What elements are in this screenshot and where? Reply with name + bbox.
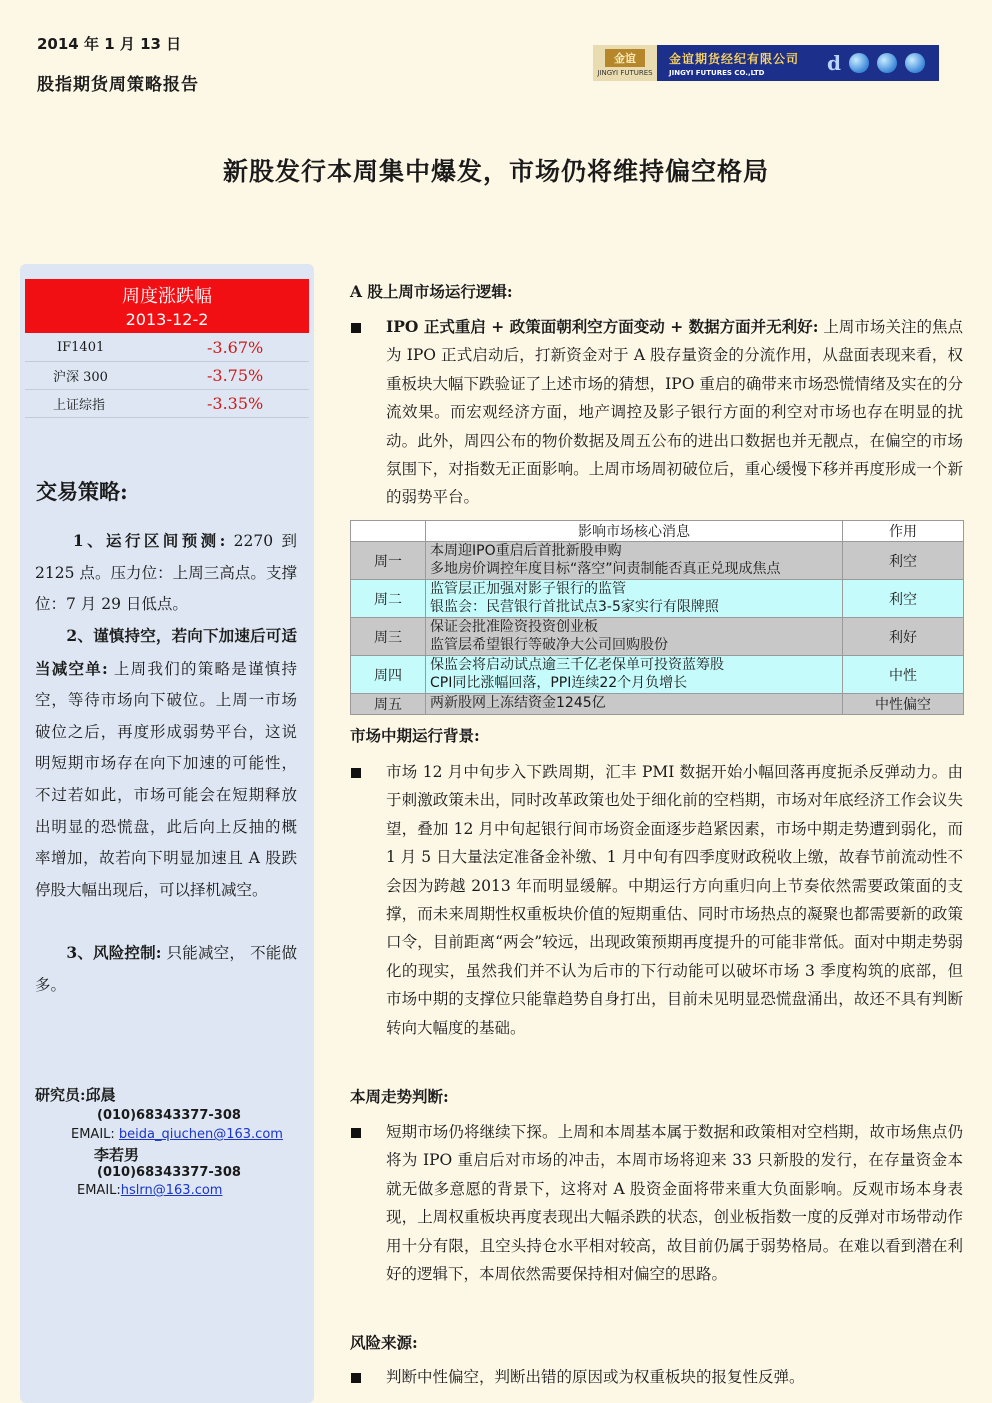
paragraph-text: 上周市场关注的焦点为 IPO 正式启动后，打新资金对于 A 股存量资金的分流作用，从盘面表现来看，权重板块大幅下跌验证了上述市场的猜想，IPO 重启的确带来市场恐慌情绪及实在的分流效果。而宏观经济方面，地产调控及影子银行方面的利空对市场也存在明显的扰动。此外，周四公布的物价数据及周五公布的进出口数据也并无靓点，在偏空的市场氛围下，对指数无正面影响。上周市场周初破位后，重心缓慢下移并再度形成一个新的弱势平台。 [386, 318, 963, 507]
news-line: CPI同比涨幅回落，PPI连续22个月负增长 [430, 674, 688, 691]
table-row [25, 362, 309, 390]
bullet-icon [351, 1373, 361, 1383]
strategy-item-label: 3、风险控制: [66, 943, 162, 962]
researcher-label: 研究员: [35, 1086, 86, 1104]
strategy-item-2 [35, 620, 297, 906]
index-name: IF1401 [57, 340, 105, 355]
researcher-phone: (010)68343377-308 [97, 1165, 241, 1180]
email-label: EMAIL: [77, 1183, 121, 1198]
logo-emblem-icon [593, 45, 657, 81]
weekly-change-header [25, 279, 309, 333]
weekly-change-title: 周度涨跌幅 [122, 286, 212, 307]
table-cell-news [426, 618, 843, 656]
table-cell-day: 周二 [351, 580, 426, 618]
table-cell-news [426, 656, 843, 694]
table-cell-day: 周五 [351, 694, 426, 715]
section-heading: 市场中期运行背景: [350, 726, 480, 745]
bullet-icon [351, 768, 361, 778]
table-header-news: 影响市场核心消息 [426, 521, 843, 542]
logo-company-cn: 金谊期货经纪有限公司 [669, 51, 800, 66]
table-header-row [351, 521, 964, 542]
table-cell-effect: 利好 [843, 618, 964, 656]
table-cell-day: 周四 [351, 656, 426, 694]
table-row [351, 618, 964, 656]
section-paragraph: 短期市场仍将继续下探。上周和本周基本属于数据和政策相对空档期，故市场焦点仍将为 IPO 重启后对市场的冲击，本周市场将迎来 33 只新股的发行，在存量资金本就无做多意愿的背景下，这将对 A 股资金面将带来重大负面影响。反观市场本身表现，上周权重板块再度表现出大幅杀跌的状态，创业板指数一度的反弹对市场带动作用十分有限，且空头持仓水平相对较高，故目前仍属于弱势格局。在难以看到潜在利好的逻辑下，本周依然需要保持相对偏空的思路。 [386, 1123, 963, 1284]
page-title: 新股发行本周集中爆发，市场仍将维持偏空格局 [222, 157, 769, 186]
table-cell-day: 周三 [351, 618, 426, 656]
researcher-email-link[interactable]: beida_qiuchen@163.com [118, 1127, 283, 1142]
news-line: 多地房价调控年度目标“落空”问责制能否真正兑现成焦点 [430, 560, 781, 577]
globe-icon [849, 53, 869, 73]
report-type: 股指期货周策略报告 [37, 75, 199, 95]
strategy-item-3 [35, 937, 297, 1001]
table-row [351, 542, 964, 580]
strategy-item-label: 1、运行区间预测: [72, 531, 226, 550]
globe-icon [905, 53, 925, 73]
table-cell-news [426, 580, 843, 618]
section-paragraph [386, 313, 963, 512]
news-line: 保证会批准险资投资创业板 [430, 619, 598, 635]
news-line: 银监会：民营银行首批试点3-5家实行有限牌照 [430, 598, 719, 615]
index-change: -3.35% [207, 394, 264, 413]
strategy-heading: 交易策略: [36, 479, 128, 504]
section-heading: A 股上周市场运行逻辑: [350, 282, 513, 301]
table-row [351, 656, 964, 694]
strategy-item-text: 上周我们的策略是谨慎持空，等待市场向下破位。上周一市场破位之后，再度形成弱势平台，这说明短期市场存在向下加速的可能性，不过若如此，市场可能会在短期释放出明显的恐慌盘，此后向上反抽的概率增加，故若向下明显加速且 A 股跌停股大幅出现后，可以择机减空。 [35, 659, 297, 899]
index-change: -3.75% [207, 366, 264, 385]
logo-seal: 金谊 [605, 49, 645, 67]
news-line: 监管层希望银行等破净大公司回购股份 [430, 636, 668, 653]
paragraph-lead: IPO 正式重启 + 政策面朝利空方面变动 + 数据方面并无利好: [386, 317, 819, 336]
section-paragraph: 市场 12 月中旬步入下跌周期，汇丰 PMI 数据开始小幅回落再度扼杀反弹动力。由于刺激政策未出，同时改革政策也处于细化前的空档期，市场对年底经济工作会议失望，叠加 12 月中旬起银行间市场资金面逐步趋紧因素，市场中期走势遭到弱化，而 1 月 5 日大量法定准备金补缴、1 月中旬有四季度财政税收上缴，故春节前流动性不会因为跨越 2013 年而明显缓解。中期运行方向重归向上节奏依然需要政策面的支撑，而未来周期性权重板块价值的短期重估、同时市场热点的凝聚也都需要新的政策口令，目前距离“两会”较远，出现政策预期再度提升的可能非常低。面对中期走势弱化的现实，虽然我们并不认为后市的下行动能可以破坏市场 3 季度构筑的底部，但市场中期的支撑位只能靠趋势自身打出，目前未见明显恐慌盘涌出，故还不具有判断转向大幅度的基础。 [386, 763, 963, 1037]
section-heading: 本周走势判断: [350, 1087, 449, 1106]
index-name: 沪深 300 [53, 370, 108, 385]
weekly-change-table [25, 334, 309, 418]
table-row [25, 334, 309, 362]
table-cell-effect: 利空 [843, 580, 964, 618]
bullet-icon [351, 1128, 361, 1138]
strategy-item-text: 只能减空， 不能做多。 [35, 944, 297, 994]
weekly-change-date: 2013-12-2 [125, 310, 209, 329]
strategy-item-text: 2270 到 2125 点。压力位：上周三高点。支撑位：7 月 29 日低点。 [35, 532, 297, 614]
table-cell-news: 两新股网上冻结资金1245亿 [426, 694, 843, 715]
news-line: 保监会将启动试点逾三千亿老保单可投资蓝筹股 [430, 657, 724, 673]
bullet-icon [351, 323, 361, 333]
table-row [351, 580, 964, 618]
logo-mark: d [827, 51, 841, 75]
table-header-day [351, 521, 426, 542]
table-header-effect: 作用 [843, 521, 964, 542]
table-cell-effect: 中性偏空 [843, 694, 964, 715]
table-cell-effect: 利空 [843, 542, 964, 580]
index-change: -3.67% [207, 338, 264, 357]
researcher-email-link[interactable]: hslrn@163.com [120, 1183, 223, 1198]
strategy-item-1 [35, 525, 297, 621]
strategy-item-label: 2、谨慎持空，若向下加速后可适当减空单: [35, 626, 297, 678]
table-cell-day: 周一 [351, 542, 426, 580]
table-cell-effect: 中性 [843, 656, 964, 694]
news-line: 本周迎IPO重启后首批新股申购 [430, 543, 622, 559]
email-label: EMAIL: [71, 1127, 115, 1142]
report-date: 2014 年 1 月 13 日 [37, 35, 182, 53]
section-heading: 风险来源: [350, 1333, 418, 1352]
globe-icon [877, 53, 897, 73]
table-cell-news [426, 542, 843, 580]
index-name: 上证综指 [53, 398, 106, 413]
company-logo [593, 45, 939, 81]
table-row [351, 694, 964, 715]
logo-company-en: JINGYI FUTURES CO.,LTD [669, 68, 765, 77]
table-row [25, 390, 309, 418]
logo-tag: JINGYI FUTURES [597, 69, 653, 77]
researcher-phone: (010)68343377-308 [97, 1108, 241, 1123]
news-table [350, 520, 964, 715]
news-line: 监管层正加强对影子银行的监管 [430, 581, 626, 597]
researcher-name: 李若男 [94, 1146, 140, 1164]
researcher-name: 邱晨 [85, 1086, 116, 1104]
section-paragraph: 判断中性偏空，判断出错的原因或为权重板块的报复性反弹。 [386, 1368, 805, 1386]
